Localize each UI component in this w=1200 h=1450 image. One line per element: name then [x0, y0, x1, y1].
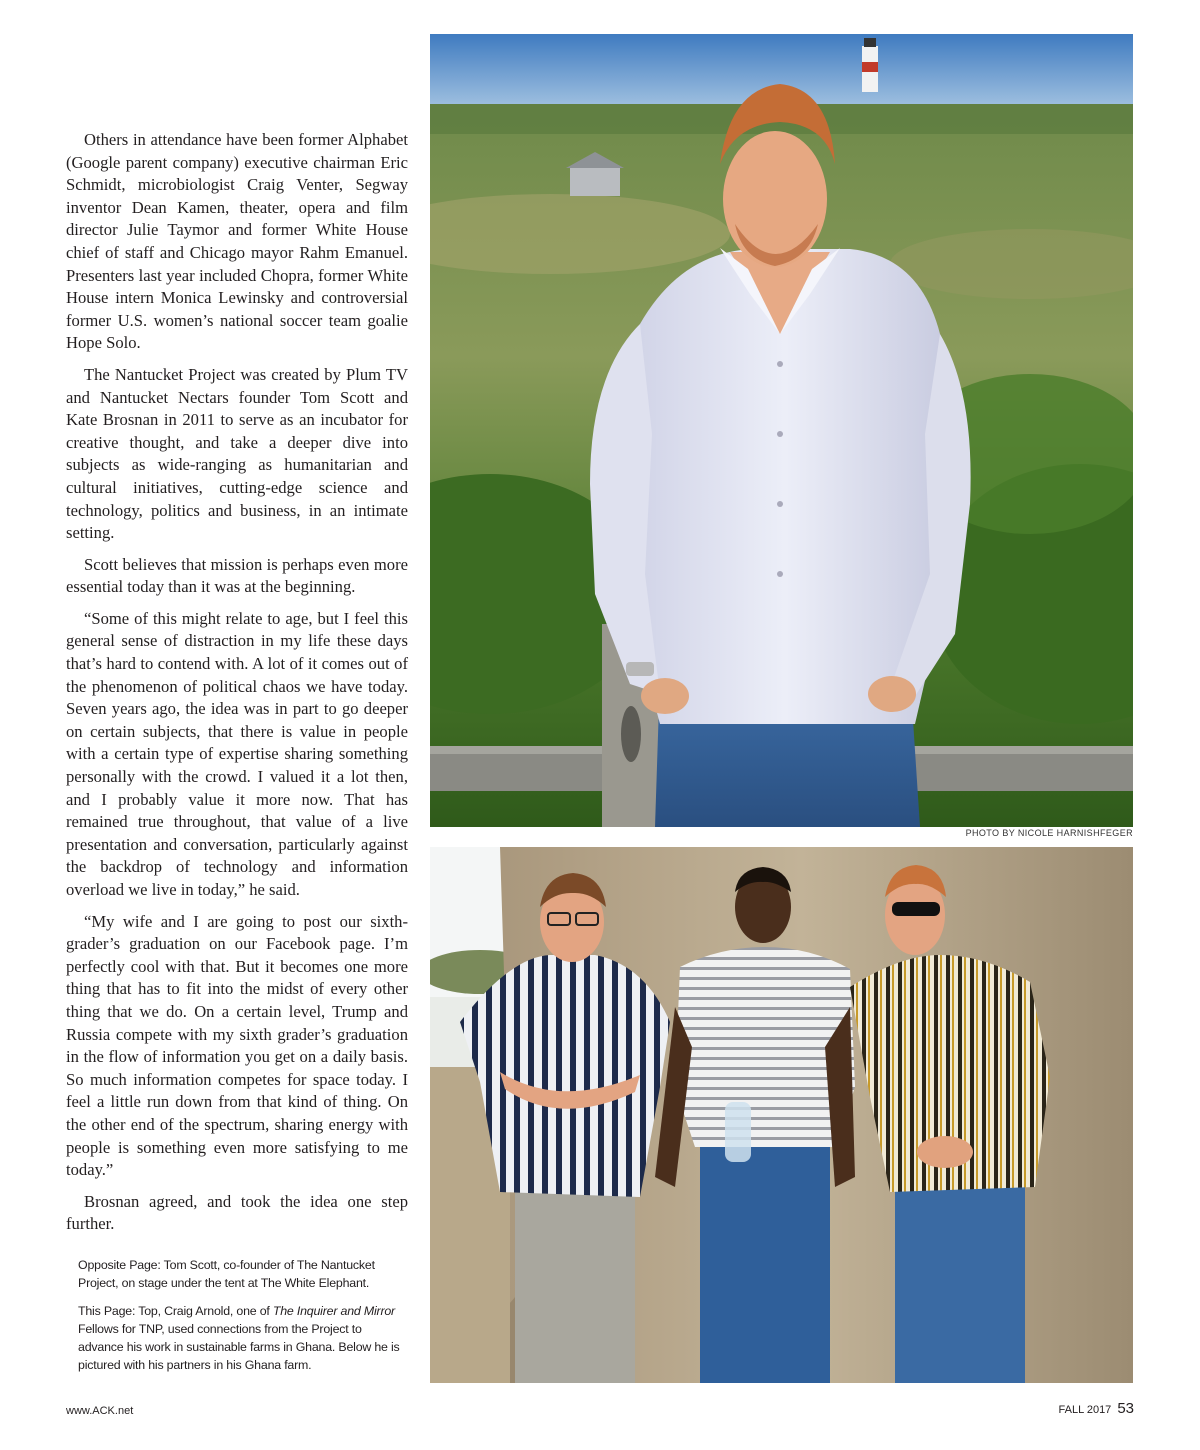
photo-captions: [78, 1256, 410, 1384]
caption-suffix: Fellows for TNP, used connections from the Project to advance his work in sustainable farms in Ghana. Below he is pictured with his partners in his Ghana farm.: [78, 1322, 400, 1372]
caption-prefix: This Page: Top, Craig Arnold, one of: [78, 1304, 273, 1318]
article-body: [66, 129, 408, 1245]
article-paragraph: Others in attendance have been former Alphabet (Google parent company) executive chairman Eric Schmidt, microbiologist Craig Venter, Segway inventor Dean Kamen, theater, opera and film director Julie Taymor and former White House chief of staff and Chicago mayor Rahm Emanuel. Presenters last year included Chopra, former White House intern Monica Lewinsky and controversial former U.S. women’s national soccer team goalie Hope Solo.: [66, 130, 408, 353]
caption-this-page: [78, 1302, 410, 1374]
article-paragraph: Brosnan agreed, and took the idea one step further.: [66, 1191, 408, 1234]
article-paragraph: Scott believes that mission is perhaps even more essential today than it was at the beginning.: [66, 554, 408, 597]
photo-credit: PHOTO BY NICOLE HARNISHFEGER: [965, 828, 1133, 838]
portrait-photo-image: [430, 34, 1133, 827]
group-photo: [430, 847, 1133, 1383]
article-paragraph: The Nantucket Project was created by Plum TV and Nantucket Nectars founder Tom Scott and Kate Brosnan in 2011 to serve as an incubator for creative thought, and take a deeper dive into subjects as wide-ranging as humanitarian and cultural initiatives, cutting-edge science and technology, politics and business, in an intimate setting.: [66, 364, 408, 543]
footer-website: www.ACK.net: [66, 1405, 134, 1417]
article-paragraph: “Some of this might relate to age, but I feel this general sense of distraction in my life these days that’s hard to contend with. A lot of it comes out of the phenomenon of political chaos we have today. Seven years ago, the idea was in part to go deeper on certain subjects, that there is value in people with a certain type of expertise sharing something personally with the crowd. I valued it a lot then, and I probably value it more now. That has remained true throughout, that value of a live presentation and conversation, particularly against the backdrop of technology and information overload we live in today,” he said.: [66, 608, 408, 899]
article-paragraph: “My wife and I are going to post our sixth-grader’s graduation on our Facebook page. I’m perfectly cool with that. But it becomes one more thing that has to fit into the midst of every other thing that we do. On a certain level, Trump and Russia compete with my sixth grader’s graduation in the flow of information you get on a daily basis. So much information competes for space today. I feel a little run down from that kind of thing. On the other end of the spectrum, sharing energy with people is something even more satisfying to me today.”: [66, 911, 408, 1180]
caption-opposite-page: Opposite Page: Tom Scott, co-founder of The Nantucket Project, on stage under the tent at The White Elephant.: [78, 1258, 375, 1290]
group-photo-image: [430, 847, 1133, 1383]
portrait-photo: [430, 34, 1133, 827]
page-number: 53: [1117, 1400, 1134, 1417]
issue-label: FALL 2017: [1058, 1404, 1112, 1416]
footer-issue: [1059, 1400, 1135, 1418]
caption-publication-name: The Inquirer and Mirror: [272, 1304, 395, 1318]
